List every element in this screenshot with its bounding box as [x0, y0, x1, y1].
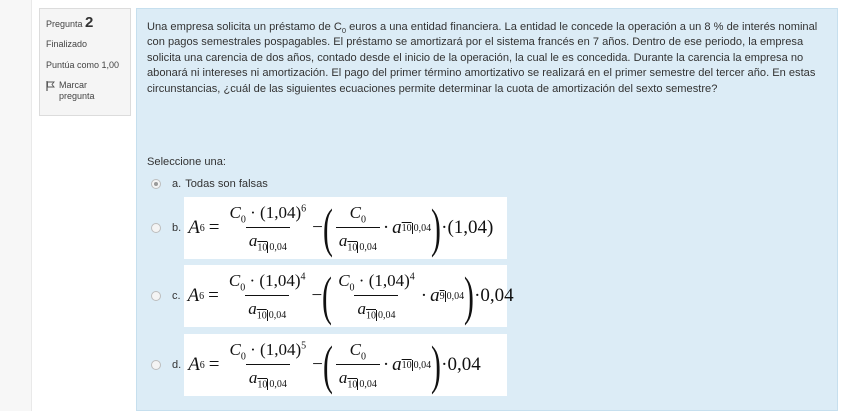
- formula-term-subscript: 6: [199, 290, 205, 302]
- question-text: [147, 20, 827, 97]
- ann-n: 10: [257, 379, 268, 391]
- ann-n: 9: [439, 290, 445, 302]
- formula-pow: (1,04): [260, 339, 302, 359]
- option-c-letter: c.: [172, 290, 181, 302]
- formula-pow: (1,04): [259, 270, 301, 290]
- formula-equals: =: [208, 285, 219, 306]
- question-label: Pregunta: [46, 19, 83, 29]
- option-d-radio[interactable]: [151, 360, 161, 370]
- ann-n: 10: [365, 310, 376, 322]
- flag-question-link[interactable]: [46, 80, 124, 102]
- formula-equals: =: [208, 217, 220, 238]
- formula-c0-sub: 0: [360, 214, 366, 225]
- option-a-text: Todas son falsas: [185, 178, 268, 190]
- formula-exp: 4: [409, 270, 415, 282]
- option-b-formula: [184, 197, 507, 259]
- formula-paren-close: ): [431, 198, 442, 258]
- ann-n: 10: [347, 379, 358, 391]
- ann-rate: 0,04: [413, 359, 432, 371]
- answer-prompt: Seleccione una:: [147, 156, 226, 168]
- formula-annuity: a: [338, 368, 348, 387]
- option-c-formula: [184, 265, 514, 327]
- formula-c0-sub: 0: [240, 351, 246, 362]
- option-b[interactable]: [151, 197, 507, 259]
- formula-annuity: a: [430, 285, 440, 306]
- formula-annuity: a: [248, 231, 258, 250]
- ann-rate: 0,04: [269, 379, 287, 391]
- ann-rate: 0,04: [377, 310, 396, 322]
- formula-fraction: [227, 203, 310, 254]
- question-content: [136, 8, 838, 411]
- formula-c0-sub: 0: [360, 351, 366, 362]
- formula-tail: ·0,04: [441, 354, 481, 375]
- question-number-value: 2: [85, 14, 94, 31]
- formula-c0: C: [229, 202, 241, 222]
- formula-paren-open: (: [322, 266, 333, 326]
- ann-rate: 0,04: [359, 379, 377, 391]
- formula-c0: C: [349, 202, 361, 222]
- question-status: Finalizado: [46, 39, 88, 49]
- formula-term: A: [188, 354, 200, 375]
- formula-term: A: [187, 285, 200, 306]
- formula-pow: (1,04): [368, 270, 410, 290]
- flag-icon: [46, 81, 55, 91]
- formula-dot: ·: [249, 270, 256, 290]
- ann-n: 10: [401, 359, 412, 371]
- question-info-panel: [39, 8, 131, 116]
- question-text-part2: euros a una entidad financiera. La entidad le concede la operación a un 8 % de interés nominal con pagos semestrales pospagables. El préstamo se amortizará por el sistema francés en 7 años. Dentro de ese periodo, la empresa solicita una carencia de dos años, contado desde el inicio de la operación, la cual le es concedida. Durante la carencia la empresa no abonará ni intereses ni amortización. El pago del primer término amortizativo se realizará en el primer semestre del tercer año. En estas circunstancias, ¿cuál de las siguientes ecuaciones permite determinar la cuota de amortización del sexto semestre?: [147, 21, 818, 95]
- option-c[interactable]: [151, 265, 514, 327]
- option-a[interactable]: [151, 178, 268, 190]
- option-d-letter: d.: [172, 359, 182, 371]
- formula-fraction-inner: [336, 203, 380, 254]
- ann-n: 10: [347, 242, 358, 254]
- formula-c0: C: [229, 339, 241, 359]
- formula-annuity: a: [357, 299, 366, 318]
- option-a-letter: a.: [172, 178, 182, 190]
- option-b-radio[interactable]: [151, 223, 161, 233]
- formula-tail: ·0,04: [474, 285, 514, 306]
- formula-equals: =: [208, 354, 220, 375]
- question-number: [46, 14, 124, 31]
- ann-rate: 0,04: [446, 290, 465, 302]
- formula-c0-sub: 0: [349, 282, 355, 293]
- formula-dot: ·: [382, 354, 390, 375]
- formula-c0: C: [349, 339, 361, 359]
- formula-exp: 4: [300, 270, 306, 282]
- formula-minus: −: [312, 217, 323, 238]
- option-b-letter: b.: [172, 222, 182, 234]
- question-score: Puntúa como 1,00: [46, 60, 120, 70]
- ann-rate: 0,04: [359, 242, 377, 254]
- question-text-subscript: 0: [341, 26, 347, 36]
- formula-dot: ·: [420, 285, 428, 306]
- formula-term-subscript: 6: [199, 222, 205, 234]
- option-a-radio[interactable]: [151, 179, 161, 189]
- formula-fraction-inner: [335, 271, 418, 322]
- formula-c0: C: [338, 270, 350, 290]
- formula-tail: ·(1,04): [441, 217, 494, 238]
- formula-paren-open: (: [322, 198, 333, 258]
- formula-dot: ·: [382, 217, 390, 238]
- option-c-radio[interactable]: [151, 291, 161, 301]
- formula-pow: (1,04): [260, 202, 302, 222]
- option-d[interactable]: [151, 334, 507, 396]
- formula-fraction-inner: [336, 340, 380, 391]
- formula-dot: ·: [358, 270, 365, 290]
- formula-annuity: a: [248, 368, 258, 387]
- ann-n: 10: [256, 310, 267, 322]
- formula-annuity: a: [392, 217, 402, 238]
- formula-dot: ·: [250, 202, 256, 222]
- formula-annuity: a: [338, 231, 348, 250]
- formula-minus: −: [312, 354, 323, 375]
- formula-c0: C: [228, 270, 241, 290]
- flag-question-label: Marcar pregunta: [59, 80, 95, 101]
- formula-c0-sub: 0: [240, 214, 246, 225]
- ann-n: 10: [257, 242, 268, 254]
- formula-exp: 6: [301, 202, 307, 214]
- ann-rate: 0,04: [268, 310, 287, 322]
- formula-minus: −: [311, 285, 323, 306]
- formula-fraction: [226, 271, 309, 322]
- formula-annuity: a: [248, 299, 257, 318]
- formula-paren-close: ): [464, 266, 475, 326]
- question-text-part1: Una empresa solicita un préstamo de C: [147, 21, 342, 33]
- formula-term: A: [188, 217, 200, 238]
- formula-exp: 5: [301, 339, 307, 351]
- ann-rate: 0,04: [269, 242, 287, 254]
- formula-term-subscript: 6: [199, 359, 205, 371]
- formula-c0-sub: 0: [240, 282, 246, 293]
- left-gutter: [0, 0, 32, 411]
- formula-dot: ·: [250, 339, 256, 359]
- option-d-formula: [184, 334, 507, 396]
- ann-n: 10: [401, 222, 412, 234]
- formula-paren-open: (: [322, 335, 333, 395]
- ann-rate: 0,04: [413, 222, 432, 234]
- formula-annuity: a: [392, 354, 402, 375]
- formula-paren-close: ): [431, 335, 442, 395]
- formula-fraction: [227, 340, 310, 391]
